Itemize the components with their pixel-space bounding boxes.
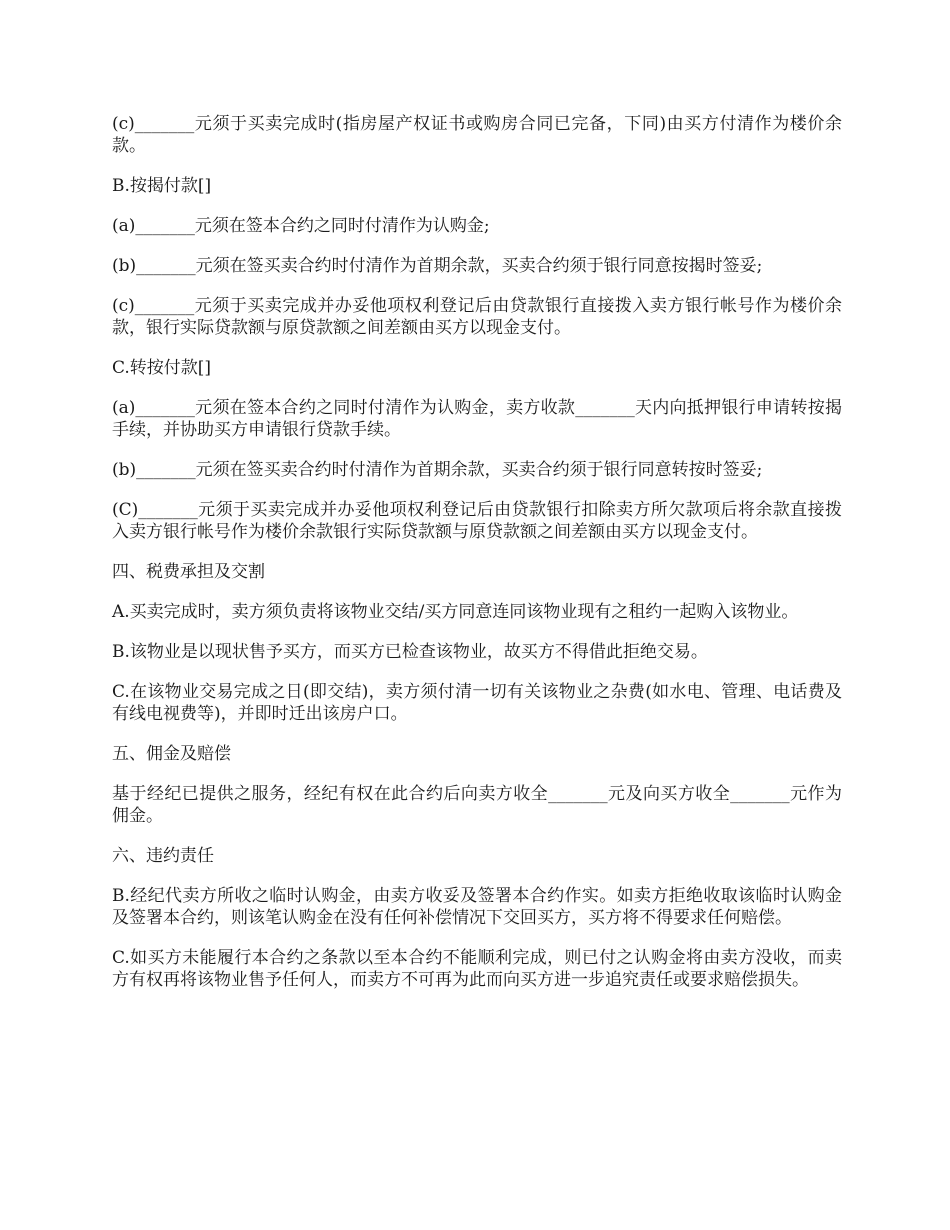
paragraph-taxes-b: B.该物业是以现状售予买方，而买方已检查该物业，故买方不得借此拒绝交易。 <box>112 642 708 662</box>
heading-mortgage-payment: B.按揭付款[] <box>112 176 212 196</box>
paragraph-commission: 基于经纪已提供之服务，经纪有权在此合约后向卖方收全_______元及向买方收全_______元作为佣金。 <box>112 784 842 826</box>
document-body <box>112 113 842 1009</box>
section-heading-commission: 五、佣金及赔偿 <box>112 744 231 764</box>
heading-transfer-payment: C.转按付款[] <box>112 358 212 378</box>
paragraph-transfer-a: (a)_______元须在签本合约之同时付清作为认购金，卖方收款_______天内向抵押银行申请转按揭手续，并协助买方申请银行贷款手续。 <box>112 398 842 440</box>
paragraph-mortgage-b: (b)_______元须在签买卖合约时付清作为首期余款，买卖合约须于银行同意按揭时签妥; <box>112 256 763 276</box>
paragraph-transfer-c: (C)_______元须于买卖完成并办妥他项权利登记后由贷款银行扣除卖方所欠款项后将余款直接拨入卖方银行帐号作为楼价余款银行实际贷款额与原贷款额之间差额由买方以现金支付。 <box>112 500 842 542</box>
paragraph-mortgage-c: (c)_______元须于买卖完成并办妥他项权利登记后由贷款银行直接拨入卖方银行帐号作为楼价余款，银行实际贷款额与原贷款额之间差额由买方以现金支付。 <box>112 296 842 338</box>
paragraph-breach-b: B.经纪代卖方所收之临时认购金，由卖方收妥及签署本合约作实。如卖方拒绝收取该临时认购金及签署本合约，则该笔认购金在没有任何补偿情况下交回买方，买方将不得要求任何赔偿。 <box>112 886 842 928</box>
paragraph-transfer-b: (b)_______元须在签买卖合约时付清作为首期余款，买卖合约须于银行同意转按时签妥; <box>112 460 763 480</box>
paragraph-breach-c: C.如买方未能履行本合约之条款以至本合约不能顺利完成，则已付之认购金将由卖方没收，而卖方有权再将该物业售予任何人，而卖方不可再为此而向买方进一步追究责任或要求赔偿损失。 <box>112 948 842 990</box>
paragraph-taxes-c: C.在该物业交易完成之日(即交结)，卖方须付清一切有关该物业之杂费(如水电、管理、电话费及有线电视费等)，并即时迁出该房户口。 <box>112 682 842 724</box>
paragraph-taxes-a: A.买卖完成时，卖方须负责将该物业交结/买方同意连同该物业现有之租约一起购入该物业。 <box>112 602 799 622</box>
section-heading-taxes: 四、税费承担及交割 <box>112 562 265 582</box>
paragraph-mortgage-a: (a)_______元须在签本合约之同时付清作为认购金; <box>112 216 490 236</box>
paragraph-payment-c-balance: (c)_______元须于买卖完成时(指房屋产权证书或购房合同已完备，下同)由买方付清作为楼价余款。 <box>112 114 842 156</box>
section-heading-breach: 六、违约责任 <box>112 846 214 866</box>
